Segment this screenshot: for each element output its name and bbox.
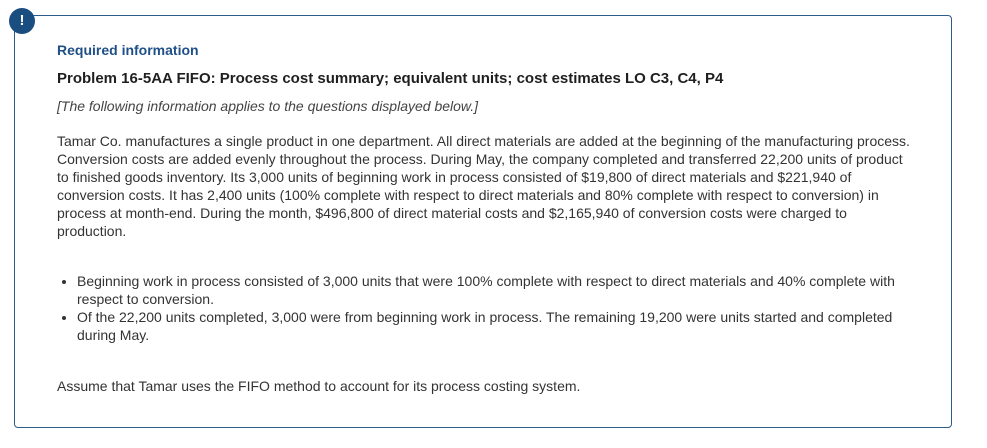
- problem-title: Problem 16-5AA FIFO: Process cost summary; equivalent units; cost estimates LO C3, C4, P4: [57, 70, 724, 87]
- detail-list: [57, 272, 917, 344]
- alert-icon: !: [9, 8, 35, 34]
- applies-note: [The following information applies to the questions displayed below.]: [57, 98, 479, 114]
- list-item: • Of the 22,200 units completed, 3,000 were from beginning work in process. The remaining 19,200 were units started and completed during May.: [77, 308, 917, 344]
- card-content: [57, 40, 917, 395]
- required-information-label: Required information: [57, 42, 199, 58]
- assumption-text: Assume that Tamar uses the FIFO method to account for its process costing system.: [57, 378, 581, 394]
- list-item: • Beginning work in process consisted of 3,000 units that were 100% complete with respect to direct materials and 40% complete with respect to conversion.: [77, 272, 917, 308]
- required-information-card: [14, 15, 952, 428]
- problem-description: Tamar Co. manufactures a single product in one department. All direct materials are added at the beginning of the manufacturing process. Conversion costs are added evenly throughout the process. During May, the company completed and transferred 22,200 units of product to finished goods inventory. Its 3,000 units of beginning work in process consisted of $19,800 of direct materials and $221,940 of conversion costs. It has 2,400 units (100% complete with respect to direct materials and 80% complete with respect to conversion) in process at month-end. During the month, $496,800 of direct material costs and $2,165,940 of conversion costs were charged to production.: [57, 133, 910, 239]
